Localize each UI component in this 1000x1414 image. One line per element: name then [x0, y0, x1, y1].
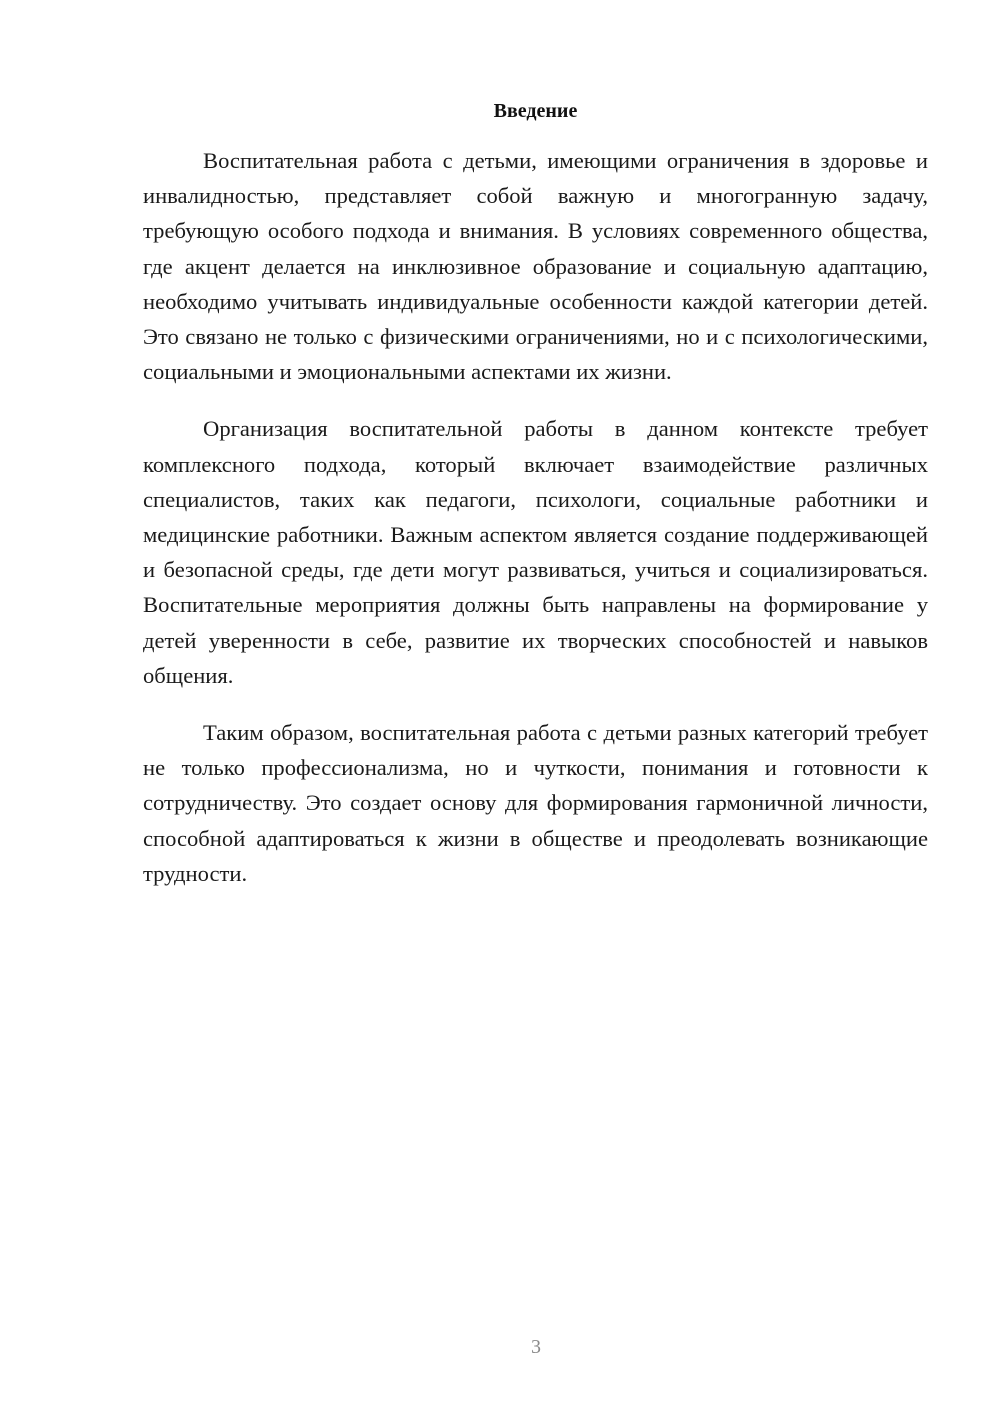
paragraph: Организация воспитательной работы в данном контексте требует комплексного подхода, который включает взаимодействие различных специалистов, таких как педагоги, психологи, социальные работники и медицинские работники. Важным аспектом является создание поддерживающей и безопасной среды, где дети могут развиваться, учиться и социализироваться. Воспитательные мероприятия должны быть направлены на формирование у детей уверенности в себе, развитие их творческих способностей и навыков общения.	[143, 416, 928, 688]
section-heading: Введение	[493, 100, 578, 122]
paragraph: Таким образом, воспитательная работа с детьми разных категорий требует не только профессионализма, но и чуткости, понимания и готовности к сотрудничеству. Это создает основу для формирования гармоничной личности, способной адаптироваться к жизни в обществе и преодолевать возникающие трудности.	[143, 720, 928, 886]
page-number: 3	[531, 1336, 541, 1358]
body-text	[143, 143, 928, 913]
paragraph: Воспитательная работа с детьми, имеющими ограничения в здоровье и инвалидностью, представляет собой важную и многогранную задачу, требующую особого подхода и внимания. В условиях современного общества, где акцент делается на инклюзивное образование и социальную адаптацию, необходимо учитывать индивидуальные особенности каждой категории детей. Это связано не только с физическими ограничениями, но и с психологическими, социальными и эмоциональными аспектами их жизни.	[143, 148, 928, 385]
